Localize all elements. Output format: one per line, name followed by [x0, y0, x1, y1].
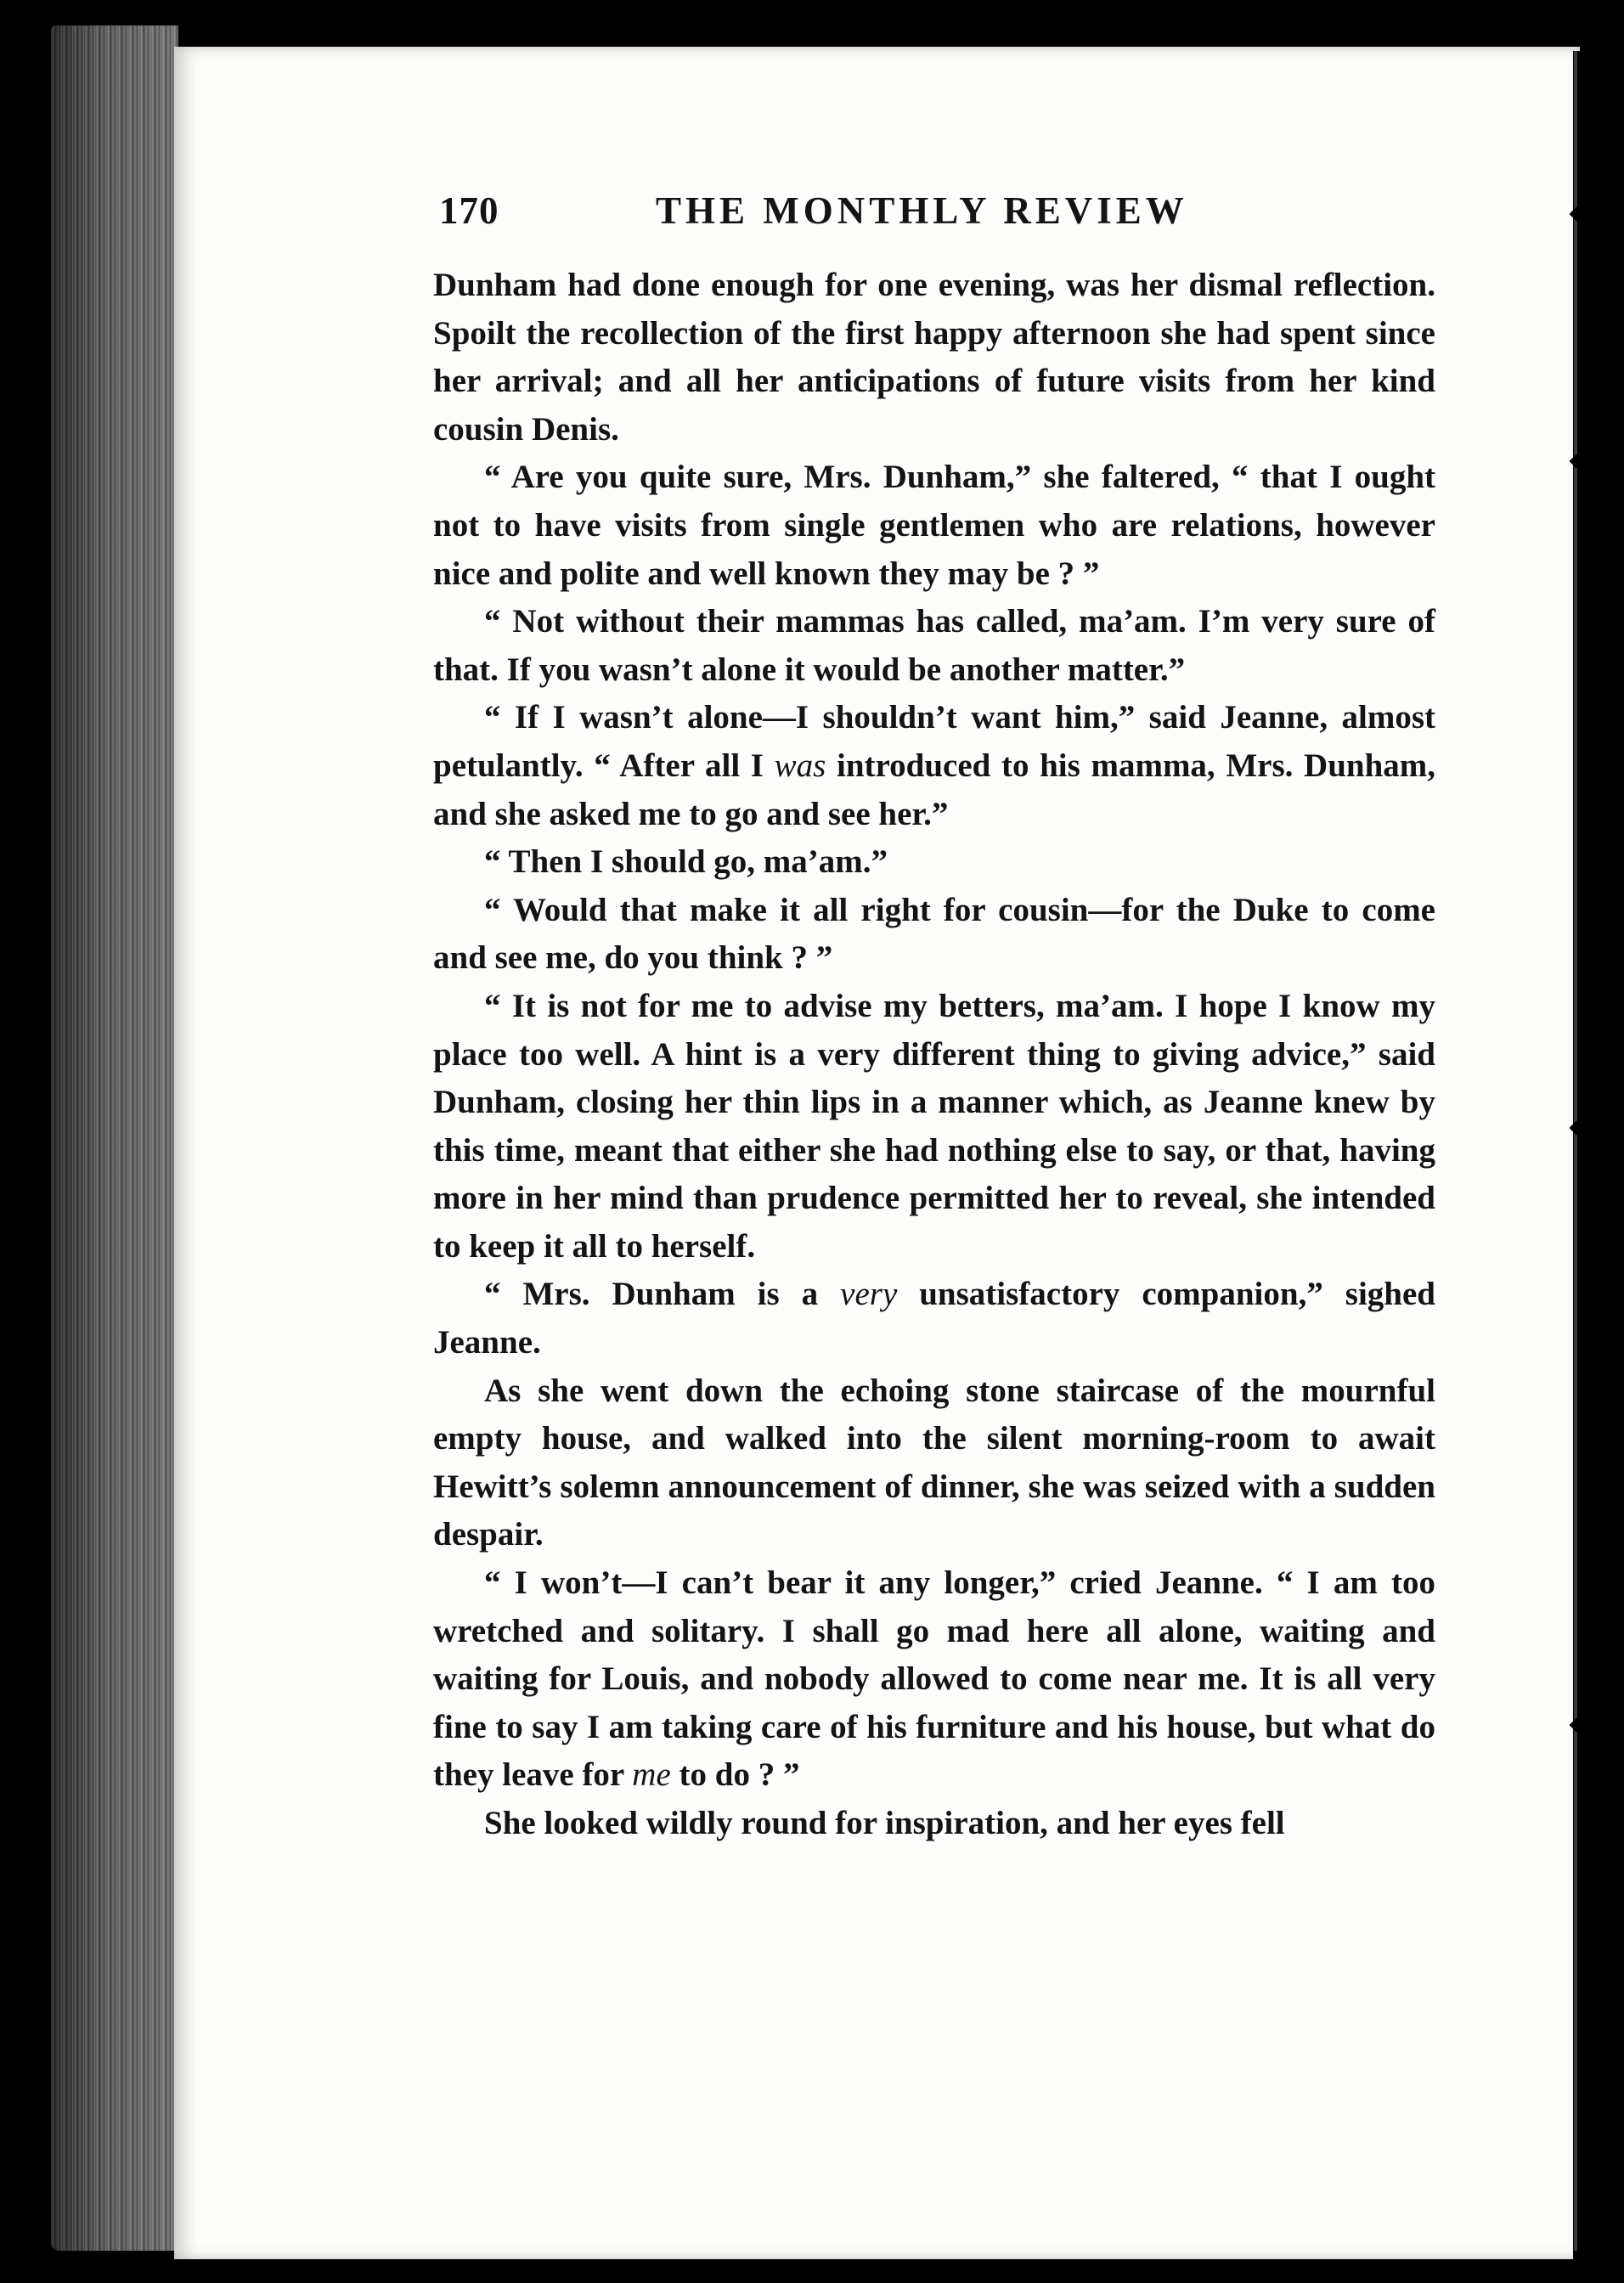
italic-text-run: me: [632, 1756, 671, 1794]
text-run: Dunham had done enough for one evening, was her dismal reflection. Spoilt the recollection of the first happy afternoon she had spent since her arrival; and all her anticipations of future visits from her kind cousin Denis.: [433, 267, 1435, 448]
italic-text-run: was: [774, 747, 826, 784]
binding-line: [1574, 51, 1577, 2251]
text-run: unsatisfactory companion,” sighed Jeanne.: [433, 1276, 1435, 1361]
text-run: “ Would that make it all right for cousin—for the Duke to come and see me, do you think ? ”: [433, 891, 1435, 977]
text-run: “ Not without their mammas has called, ma’am. I’m very sure of that. If you wasn’t alone it would be another matter.”: [433, 603, 1435, 688]
paragraph: [433, 694, 1435, 838]
paragraph: [433, 598, 1435, 694]
text-run: She looked wildly round for inspiration, and her eyes fell: [484, 1805, 1285, 1841]
text-run: “ If I wasn’t alone—I shouldn’t want him,” said Jeanne, almost petulantly. “ After all I: [433, 699, 1435, 784]
journal-title: THE MONTHLY REVIEW: [656, 189, 1188, 232]
running-head: [439, 189, 1229, 250]
text-run: “ Then I should go, ma’am.”: [484, 843, 888, 881]
text-run: “ I won’t—I can’t bear it any longer,” cried Jeanne. “ I am too wretched and solitary. I shall go mad here all alone, waiting and waiting for Louis, and nobody allowed to come near me. It is all very fine to say I am taking care of his furniture and his house, but what do they leave for: [433, 1564, 1435, 1794]
text-run: As she went down the echoing stone staircase of the mournful empty house, and walked into the silent morning-room to await Hewitt’s solemn announcement of dinner, she was seized with a sudden despair.: [433, 1372, 1435, 1553]
paragraph: [433, 1367, 1435, 1559]
paragraph: [433, 838, 1435, 887]
paragraph: [433, 1271, 1435, 1367]
page-edges-shadow: [51, 25, 178, 2251]
paragraph: [433, 1800, 1435, 1848]
page-number: 170: [439, 189, 499, 232]
italic-text-run: very: [840, 1276, 898, 1313]
text-run: to do ? ”: [670, 1756, 800, 1794]
text-run: introduced to his mamma, Mrs. Dunham, and she asked me to go and see her.”: [433, 747, 1436, 832]
binding-strip: [1573, 51, 1624, 2283]
text-run: “ Mrs. Dunham is a: [484, 1276, 841, 1313]
body-text: [433, 262, 1435, 1848]
paragraph: [433, 887, 1435, 983]
paragraph: [433, 1559, 1435, 1800]
paragraph: [433, 983, 1435, 1271]
text-run: “ It is not for me to advise my betters, ma’am. I hope I know my place too well. A hint is a very different thing to giving advice,” said Dunham, closing her thin lips in a manner which, as Jeanne knew by this time, meant that either she had nothing else to say, or that, having more in her mind than prudence permitted her to reveal, she intended to keep it all to herself.: [433, 987, 1435, 1265]
paragraph: [433, 262, 1435, 454]
text-run: “ Are you quite sure, Mrs. Dunham,” she faltered, “ that I ought not to have visits from single gentlemen who are relations, however nice and polite and well known they may be ? ”: [433, 459, 1435, 592]
paragraph: [433, 454, 1435, 598]
